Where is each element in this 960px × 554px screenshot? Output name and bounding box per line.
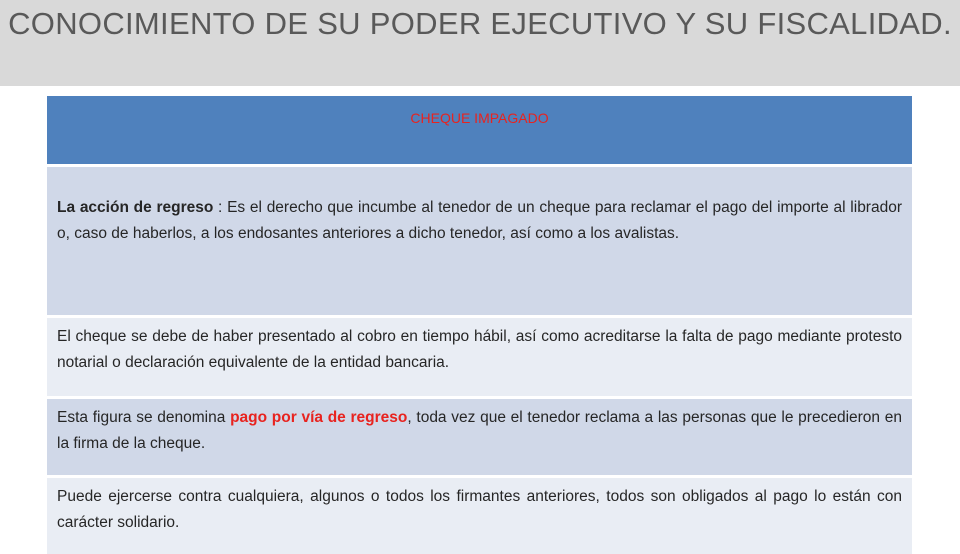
row-presentacion-cobro [47, 315, 912, 396]
row-firmantes [47, 475, 912, 554]
table-row [47, 396, 912, 475]
table-header-row [47, 96, 912, 164]
row3-before: Esta figura se denomina [57, 409, 231, 426]
content-table [47, 96, 912, 554]
slide-title: CONOCIMIENTO DE SU PODER EJECUTIVO Y SU FISCALIDAD. [8, 6, 952, 41]
row-pago-por-via-de-regreso [47, 396, 912, 475]
table-row [47, 315, 912, 396]
table-row [47, 475, 912, 554]
row1-text: : Es el derecho que incumbe al tenedor de un cheque para reclamar el pago del importe al librador o, caso de haberlos, a los endosantes anteriores a dicho tenedor, así como a los avalistas. [57, 199, 902, 242]
table-row [47, 164, 912, 315]
row2-text: El cheque se debe de haber presentado al cobro en tiempo hábil, así como acreditarse la falta de pago mediante protesto notarial o declaración equivalente de la entidad bancaria. [57, 328, 902, 371]
row4-text: Puede ejercerse contra cualquiera, algunos o todos los firmantes anteriores, todos son obligados al pago lo están con carácter solidario. [57, 488, 902, 531]
row-accion-de-regreso [47, 164, 912, 315]
term-accion-de-regreso: La acción de regreso [57, 199, 214, 216]
row3-after: , toda vez que el tenedor reclama a las personas que le precedieron en la firma de la cheque. [57, 409, 902, 452]
highlight-pago-por-via-de-regreso: pago por vía de regreso [230, 409, 408, 426]
table-header: CHEQUE IMPAGADO [47, 96, 912, 164]
